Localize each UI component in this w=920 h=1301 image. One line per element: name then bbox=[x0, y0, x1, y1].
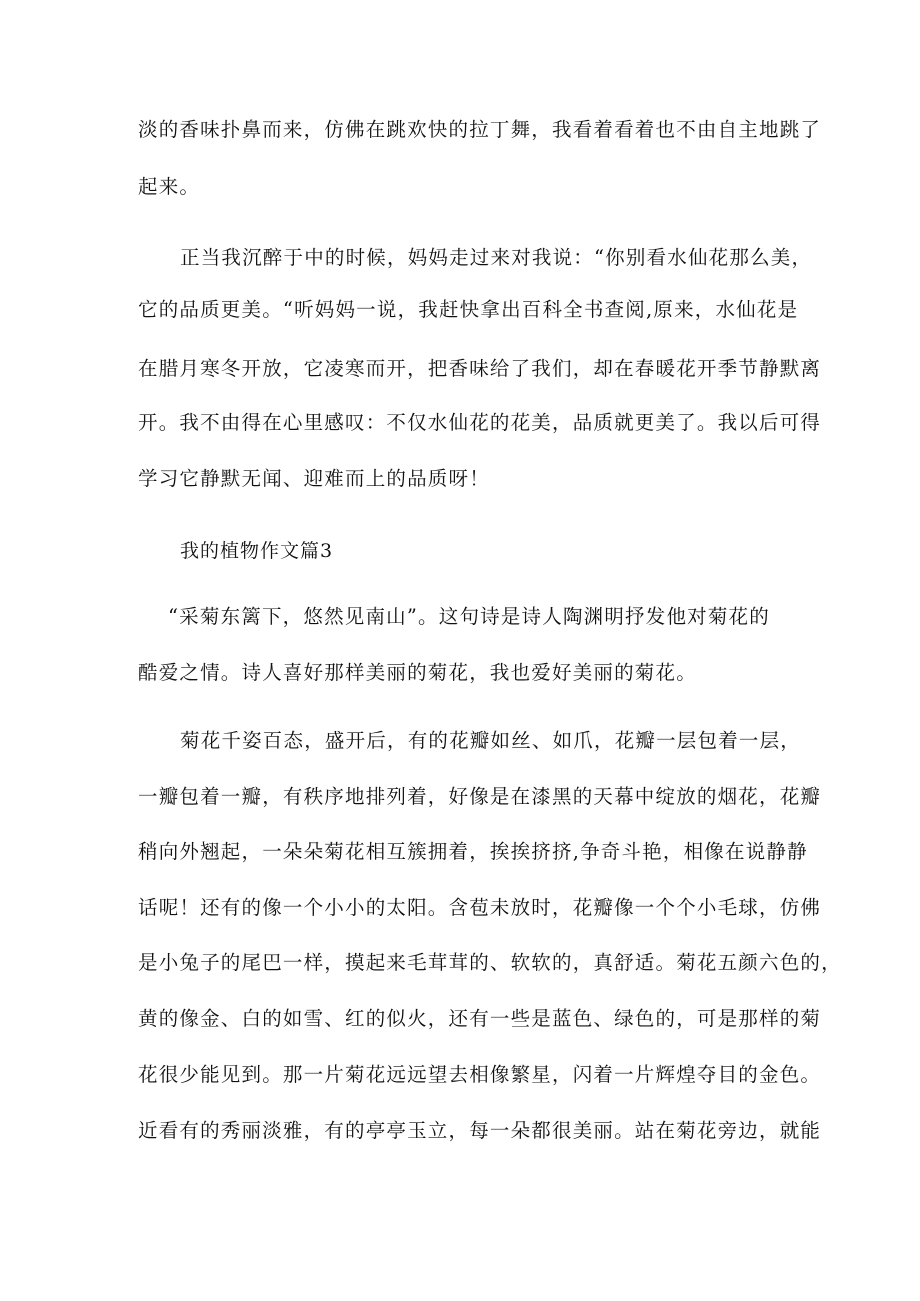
text-line: 开。我不由得在心里感叹：不仅水仙花的花美，品质就更美了。我以后可得 bbox=[138, 411, 822, 434]
text-line: 起来。 bbox=[138, 175, 201, 198]
text-line: 是小兔子的尾巴一样，摸起来毛茸茸的、软软的，真舒适。菊花五颜六色的， bbox=[138, 951, 842, 974]
text-line: 黄的像金、白的如雪、红的似火，还有一些是蓝色、绿色的，可是那样的菊 bbox=[138, 1007, 822, 1030]
text-line: “采菊东篱下，悠然见南山”。这句诗是诗人陶渊明抒发他对菊花的 bbox=[168, 605, 770, 628]
text-line: 酷爱之情。诗人喜好那样美丽的菊花，我也爱好美丽的菊花。 bbox=[138, 661, 697, 684]
text-line: 稍向外翘起，一朵朵菊花相互簇拥着，挨挨挤挤,争奇斗艳，相像在说静静 bbox=[138, 840, 808, 863]
text-line: 淡的香味扑鼻而来，仿佛在跳欢快的拉丁舞，我看着看着也不由自主地跳了 bbox=[138, 118, 822, 141]
section-heading: 我的植物作文篇3 bbox=[180, 540, 334, 562]
text-line: 近看有的秀丽淡雅，有的亭亭玉立，每一朵都很美丽。站在菊花旁边，就能 bbox=[138, 1119, 822, 1142]
text-line: 花很少能见到。那一片菊花远远望去相像繁星，闪着一片辉煌夺目的金色。 bbox=[138, 1063, 822, 1086]
text-line: 它的品质更美。“听妈妈一说，我赶快拿出百科全书查阅,原来，水仙花是 bbox=[138, 298, 799, 321]
text-line: 一瓣包着一瓣，有秩序地排列着，好像是在漆黑的天幕中绽放的烟花，花瓣 bbox=[138, 785, 822, 808]
text-line: 正当我沉醉于中的时候，妈妈走过来对我说：“你别看水仙花那么美， bbox=[180, 246, 813, 269]
text-line: 话呢！还有的像一个小小的太阳。含苞未放时，花瓣像一个个小毛球，仿佛 bbox=[138, 896, 822, 919]
text-line: 在腊月寒冬开放，它凌寒而开，把香味给了我们，却在春暖花开季节静默离 bbox=[138, 357, 822, 380]
text-line: 学习它静默无闻、迎难而上的品质呀！ bbox=[138, 467, 490, 490]
text-line: 菊花千姿百态，盛开后，有的花瓣如丝、如爪，花瓣一层包着一层， bbox=[180, 729, 802, 752]
